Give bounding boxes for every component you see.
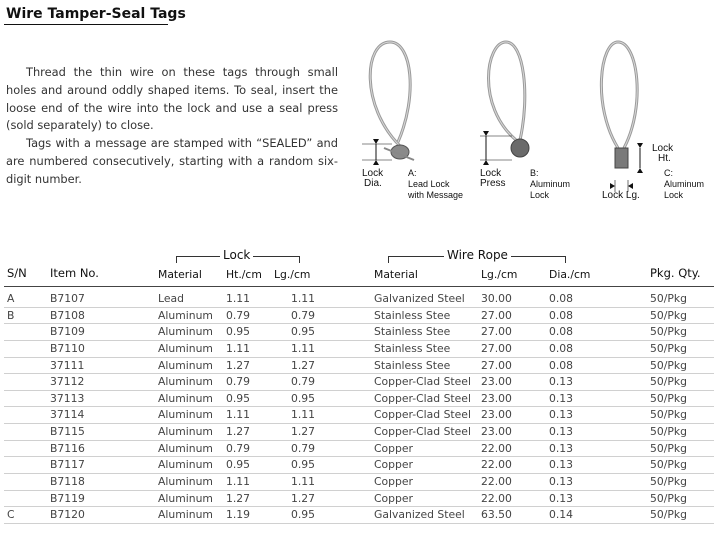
cell-item-no: 37114 [50,408,85,422]
cell-wire-material: Stainless Stee [374,325,451,339]
table-row [0,341,718,358]
svg-text:with Message [407,190,463,200]
svg-text:Lock [664,190,684,200]
cell-wire-lg: 27.00 [481,308,512,322]
cell-lock-material: Aluminum [158,491,213,505]
cell-wire-lg: 22.00 [481,441,512,455]
cell-lock-material: Aluminum [158,308,213,322]
cell-sn: C [7,508,15,522]
description-paragraph-1 [6,64,338,135]
tag-c-caption-2: Aluminum [664,179,705,189]
column-header-wire-lg: Lg./cm [481,268,518,281]
cell-item-no: B7115 [50,425,85,439]
cell-item-no: 37111 [50,358,85,372]
cell-pkg-qty: 50/Pkg [650,408,687,422]
cell-lock-lg: 1.27 [291,491,316,505]
tag-c-illustration [601,42,704,201]
cell-lock-ht: 1.27 [226,491,251,505]
cell-lock-lg: 0.95 [291,391,316,405]
cell-wire-lg: 22.00 [481,491,512,505]
cell-wire-dia: 0.08 [549,308,574,322]
cell-item-no: B7119 [50,491,85,505]
cell-pkg-qty: 50/Pkg [650,441,687,455]
cell-wire-material: Copper-Clad Steel [374,408,471,422]
tag-c-dim-ht-1: Lock [652,143,674,154]
cell-wire-lg: 23.00 [481,391,512,405]
cell-lock-lg: 0.95 [291,508,316,522]
cell-pkg-qty: 50/Pkg [650,341,687,355]
svg-text:Press [480,178,506,189]
svg-text:Ht. [658,153,671,164]
cell-wire-material: Stainless Stee [374,308,451,322]
cell-lock-lg: 1.27 [291,425,316,439]
cell-lock-lg: 0.79 [291,441,316,455]
cell-wire-lg: 23.00 [481,408,512,422]
paragraph-2-text: Tags with a message are stamped with “SEALED” and are numbered consecutively, starting with a random six-digit number. [6,136,338,186]
cell-lock-lg: 0.79 [291,375,316,389]
cell-lock-material: Aluminum [158,475,213,489]
table-row [0,441,718,458]
cell-wire-dia: 0.13 [549,425,574,439]
cell-pkg-qty: 50/Pkg [650,425,687,439]
table-row [0,374,718,391]
cell-pkg-qty: 50/Pkg [650,475,687,489]
tag-a-dim-1: Lock [362,168,384,179]
tag-a-illustration [362,42,463,200]
cell-wire-dia: 0.13 [549,441,574,455]
cell-lock-ht: 0.95 [226,391,251,405]
svg-text:Aluminum [530,179,570,189]
svg-text:Dia. [364,178,382,189]
tag-b-dim-1: Lock [480,168,502,179]
cell-lock-lg: 0.79 [291,308,316,322]
cell-sn: B [7,308,15,322]
tag-illustrations [356,36,718,206]
cell-wire-material: Stainless Stee [374,341,451,355]
table-row [0,407,718,424]
table-row [0,324,718,341]
cell-item-no: 37112 [50,375,85,389]
cell-sn: A [7,292,15,305]
cell-item-no: B7107 [50,292,85,305]
table-row [0,424,718,441]
column-header-pkg: Pkg. Qty. [650,266,701,280]
cell-wire-dia: 0.13 [549,391,574,405]
tag-b-dim-2: Press [480,178,506,189]
cell-lock-ht: 1.27 [226,358,251,372]
cell-item-no: B7110 [50,341,85,355]
cell-lock-ht: 0.79 [226,375,251,389]
cell-item-no: B7120 [50,508,85,522]
cell-lock-material: Aluminum [158,325,213,339]
cell-lock-material: Lead [158,292,184,305]
cell-wire-lg: 27.00 [481,358,512,372]
table-row [0,507,718,524]
tag-a-caption-3: with Message [408,190,464,200]
column-header-lock-material: Material [158,268,202,281]
cell-wire-dia: 0.13 [549,375,574,389]
svg-text:B: [530,168,539,178]
cell-lock-material: Aluminum [158,375,213,389]
aluminum-lock-b-shape [511,139,529,157]
column-header-wire-dia: Dia./cm [549,268,591,281]
tag-b-caption-2: Aluminum [530,179,571,189]
column-header-wire-material: Material [374,268,418,281]
cell-lock-material: Aluminum [158,425,213,439]
column-header-lock-lg: Lg./cm [274,268,311,281]
cell-item-no: B7118 [50,475,85,489]
cell-wire-lg: 23.00 [481,425,512,439]
cell-lock-lg: 1.11 [291,341,316,355]
table-row [0,474,718,491]
cell-wire-material: Stainless Stee [374,358,451,372]
cell-pkg-qty: 50/Pkg [650,458,687,472]
cell-wire-material: Galvanized Steel [374,508,465,522]
cell-wire-dia: 0.13 [549,475,574,489]
column-header-lock-ht: Ht./cm [226,268,262,281]
cell-item-no: B7109 [50,325,85,339]
cell-lock-lg: 1.11 [291,292,316,305]
cell-wire-lg: 22.00 [481,475,512,489]
cell-lock-ht: 1.27 [226,425,251,439]
paragraph-1-text: Thread the thin wire on these tags through small holes and around oddly shaped items. To seal, insert the loose end of the wire into the lock and use a seal press (sold separately) to close. [6,65,338,133]
cell-lock-lg: 1.11 [291,408,316,422]
description-paragraph-2 [6,135,338,188]
cell-wire-dia: 0.08 [549,325,574,339]
cell-lock-ht: 1.19 [226,508,251,522]
cell-wire-material: Copper-Clad Steel [374,425,471,439]
cell-wire-lg: 30.00 [481,292,512,305]
cell-pkg-qty: 50/Pkg [650,491,687,505]
table-row [0,308,718,325]
title-underline [4,24,168,25]
table-row [0,291,718,308]
svg-text:Lock [530,190,550,200]
cell-wire-dia: 0.14 [549,508,574,522]
cell-pkg-qty: 50/Pkg [650,375,687,389]
cell-lock-ht: 0.79 [226,441,251,455]
cell-lock-ht: 1.11 [226,408,251,422]
wire-group-header: Wire Rope [444,248,511,262]
cell-item-no: B7117 [50,458,85,472]
tag-b-caption-3: Lock [530,190,550,200]
cell-wire-lg: 27.00 [481,325,512,339]
cell-lock-material: Aluminum [158,458,213,472]
tag-a-caption-1: A: [408,168,417,178]
cell-pkg-qty: 50/Pkg [650,325,687,339]
cell-lock-lg: 0.95 [291,325,316,339]
cell-wire-dia: 0.08 [549,358,574,372]
svg-text:Aluminum [664,179,704,189]
cell-pkg-qty: 50/Pkg [650,292,687,305]
tag-c-caption-1: C: [664,168,673,178]
cell-wire-dia: 0.13 [549,408,574,422]
cell-wire-dia: 0.08 [549,292,574,305]
product-table-body [0,291,718,524]
tag-c-dim-lg: Lock Lg. [602,190,640,201]
page-title: Wire Tamper-Seal Tags [6,6,186,22]
cell-lock-material: Aluminum [158,391,213,405]
tag-b-illustration [480,42,570,200]
table-row [0,391,718,408]
cell-lock-ht: 0.95 [226,458,251,472]
cell-lock-material: Aluminum [158,408,213,422]
table-row [0,457,718,474]
cell-wire-dia: 0.08 [549,341,574,355]
cell-lock-ht: 1.11 [226,292,251,305]
lock-group-header: Lock [220,248,253,262]
cell-wire-dia: 0.13 [549,458,574,472]
cell-pkg-qty: 50/Pkg [650,358,687,372]
cell-lock-ht: 1.11 [226,341,251,355]
column-header-item: Item No. [50,266,99,280]
cell-wire-material: Copper-Clad Steel [374,375,471,389]
tag-c-dim-ht-2: Ht. [658,153,671,164]
cell-item-no: B7116 [50,441,85,455]
cell-lock-material: Aluminum [158,508,213,522]
table-row [0,491,718,508]
tag-a-dim-2: Dia. [364,178,382,189]
tag-a-caption-2: Lead Lock [408,179,450,189]
svg-text:Lock Lg. [602,190,640,201]
svg-text:C: [664,168,673,178]
cell-pkg-qty: 50/Pkg [650,391,687,405]
cell-wire-material: Copper [374,491,413,505]
header-divider [4,286,714,287]
cell-lock-ht: 0.95 [226,325,251,339]
cell-wire-lg: 23.00 [481,375,512,389]
cell-wire-material: Copper-Clad Steel [374,391,471,405]
svg-text:Lead Lock [408,179,450,189]
tag-c-caption-3: Lock [664,190,684,200]
cell-lock-lg: 0.95 [291,458,316,472]
cell-wire-lg: 63.50 [481,508,512,522]
cell-wire-material: Copper [374,441,413,455]
cell-lock-lg: 1.27 [291,358,316,372]
cell-wire-lg: 22.00 [481,458,512,472]
svg-text:A: [408,168,417,178]
cell-wire-material: Copper [374,475,413,489]
cell-wire-dia: 0.13 [549,491,574,505]
cell-lock-ht: 1.11 [226,475,251,489]
cell-item-no: B7108 [50,308,85,322]
column-header-sn: S/N [7,266,27,280]
table-row [0,358,718,375]
cell-pkg-qty: 50/Pkg [650,308,687,322]
cell-pkg-qty: 50/Pkg [650,508,687,522]
cell-item-no: 37113 [50,391,85,405]
cell-lock-material: Aluminum [158,341,213,355]
cell-lock-ht: 0.79 [226,308,251,322]
aluminum-lock-c-shape [615,148,628,168]
cell-wire-material: Galvanized Steel [374,292,465,305]
cell-lock-material: Aluminum [158,441,213,455]
cell-lock-lg: 1.11 [291,475,316,489]
cell-wire-lg: 27.00 [481,341,512,355]
tag-b-caption-1: B: [530,168,539,178]
cell-wire-material: Copper [374,458,413,472]
cell-lock-material: Aluminum [158,358,213,372]
